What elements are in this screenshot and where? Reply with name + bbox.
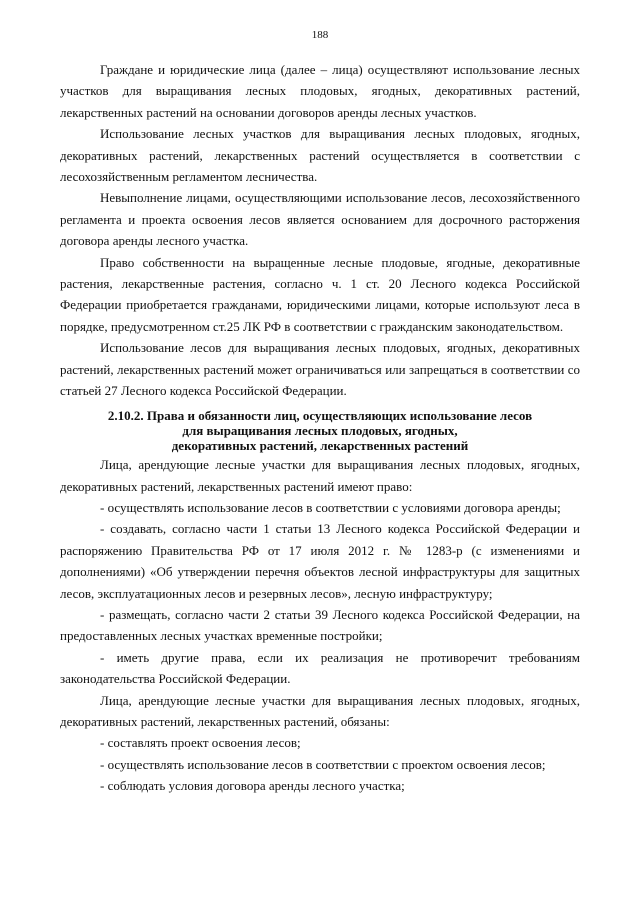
section-heading-line: для выращивания лесных плодовых, ягодных, bbox=[182, 422, 458, 438]
paragraph: Граждане и юридические лица (далее – лица) осуществляют использование лесных участков для выращивания лесных плодовых, ягодных, декоративных растений, лекарственных растений на основании договоров аренды лесных участков. bbox=[60, 62, 580, 120]
list-item: - осуществлять использование лесов в соответствии с проектом освоения лесов; bbox=[100, 756, 546, 772]
paragraph: Лица, арендующие лесные участки для выращивания лесных плодовых, ягодных, декоративных растений, лекарственных растений имеют право: bbox=[60, 457, 580, 494]
paragraph: Лица, арендующие лесные участки для выращивания лесных плодовых, ягодных, декоративных растений, лекарственных растений, обязаны: bbox=[60, 692, 580, 729]
list-item: - иметь другие права, если их реализация не противоречит требованиям законодательства Российской Федерации. bbox=[60, 649, 580, 687]
paragraph: Использование лесных участков для выращивания лесных плодовых, ягодных, декоративных растений, лекарственных растений осуществляется в соответствии с лесохозяйственным регламентом лесничества. bbox=[60, 126, 580, 185]
section-heading bbox=[60, 408, 580, 454]
list-item: - создавать, согласно части 1 статьи 13 Лесного кодекса Российской Федерации и распоряжению Правительства РФ от 17 июля 2012 г. № 1283-р (с изменениями и дополнениями) «Об утверждении перечня объектов лесной инфраструктуры для защитных лесов, эксплуатационных лесов и резервных лесов», лесную инфраструктуру; bbox=[60, 521, 580, 601]
document-page bbox=[60, 28, 580, 797]
bottom-section bbox=[60, 454, 580, 797]
list-item: - соблюдать условия договора аренды лесного участка; bbox=[100, 778, 405, 794]
paragraph: Использование лесов для выращивания лесных плодовых, ягодных, декоративных растений, лекарственных растений может ограничиваться или запрещаться в соответствии со статьей 27 Лесного кодекса Российской Федерации. bbox=[60, 340, 580, 399]
list-item: - осуществлять использование лесов в соответствии с условиями договора аренды; bbox=[100, 499, 561, 515]
list-item: - размещать, согласно части 2 статьи 39 Лесного кодекса Российской Федерации, на предоставленных лесных участках временные постройки; bbox=[60, 606, 580, 644]
section-heading-line: декоративных растений, лекарственных растений bbox=[171, 437, 469, 453]
section-heading-line: 2.10.2. Права и обязанности лиц, осуществляющих использование лесов bbox=[107, 407, 533, 423]
top-section bbox=[60, 59, 580, 402]
list-item: - составлять проект освоения лесов; bbox=[100, 735, 301, 751]
page-number: 188 bbox=[311, 29, 329, 41]
paragraph: Право собственности на выращенные лесные плодовые, ягодные, декоративные растения, лекарственные растения, согласно ч. 1 ст. 20 Лесного кодекса Российской Федерации приобретается гражданами, юридическими лицами, которые используют леса в порядке, предусмотренном ст.25 ЛК РФ в соответствии с гражданским законодательством. bbox=[60, 254, 580, 334]
paragraph: Невыполнение лицами, осуществляющими использование лесов, лесохозяйственного регламента и проекта освоения лесов является основанием для досрочного расторжения договора аренды лесного участка. bbox=[60, 190, 580, 249]
